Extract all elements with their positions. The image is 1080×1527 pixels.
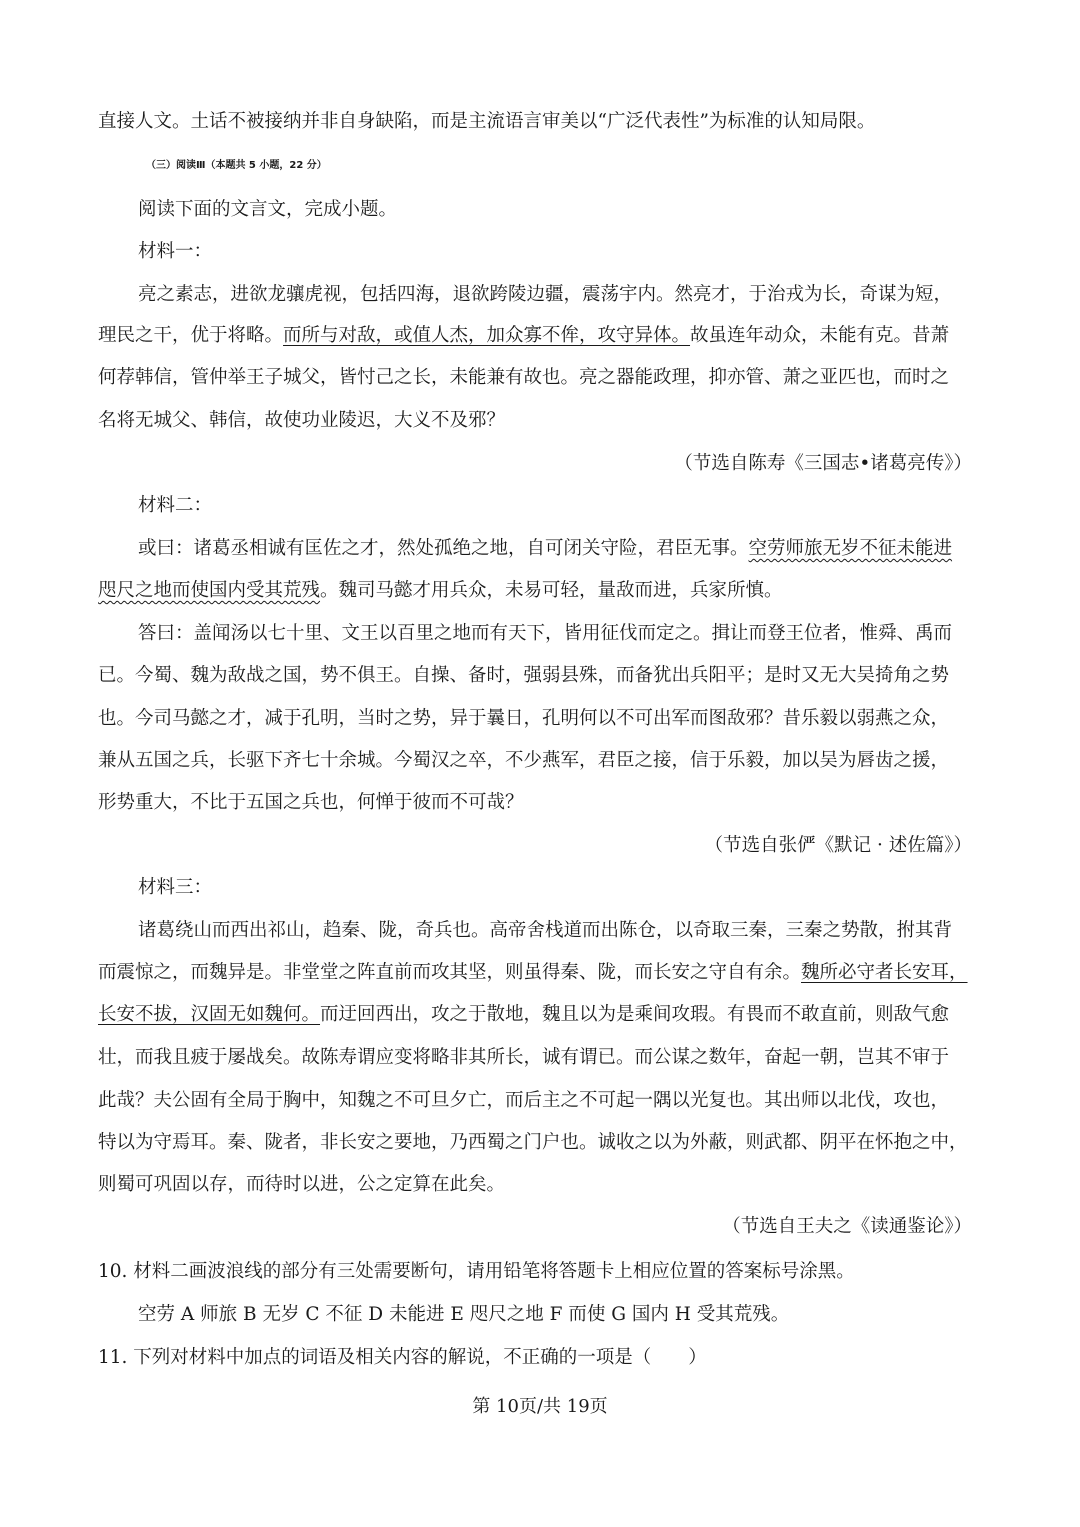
wavy-underlined-text: 空劳师旅无岁不征未能进 <box>748 538 953 559</box>
question-10-prompt: 10. 材料二画波浪线的部分有三处需要断句，请用铅笔将答题卡上相应位置的答案标号涂黑。 <box>98 1261 855 1282</box>
material3-line-2 <box>98 959 978 987</box>
material3-line-3 <box>98 1001 978 1029</box>
question-11-prompt: 11. 下列对材料中加点的词语及相关内容的解说，不正确的一项是（ ） <box>98 1347 707 1368</box>
instruction: 阅读下面的文言文，完成小题。 <box>138 199 398 220</box>
material2-line-7: 形势重大，不比于五国之兵也，何惮于彼而不可哉？ <box>98 792 524 813</box>
material2-line-6: 兼从五国之兵，长驱下齐七十余城。今蜀汉之卒，不少燕军，君臣之接，信于乐毅，加以吴为唇齿之援， <box>98 750 950 771</box>
material1-line-3: 何荐韩信，管仲举王子城父，皆忖己之长，未能兼有故也。亮之器能政理，抑亦管、萧之亚匹也，而时之 <box>98 367 950 388</box>
material3-line-1: 诸葛绕山而西出祁山，趋秦、陇，奇兵也。高帝舍栈道而出陈仓，以奇取三秦，三秦之势散，拊其背 <box>138 920 953 941</box>
underlined-sentence: 魏所必守者长安耳， <box>801 962 968 983</box>
material3-line-7: 则蜀可巩固以存，而待时以进，公之定算在此矣。 <box>98 1174 506 1195</box>
material2-line-5: 也。今司马懿之才，减于孔明，当时之势，异于曩日，孔明何以不可出军而图敌邪？昔乐毅以弱燕之众， <box>98 708 950 729</box>
wavy-underlined-text: 咫尺之地而使国内受其荒残 <box>98 580 321 601</box>
text-span: 或曰：诸葛丞相诚有匡佐之才，然处孤绝之地，自可闭关守险，君臣无事。 <box>138 538 749 559</box>
material2-line-2 <box>98 577 978 605</box>
material2-line-3: 答曰：盖闻汤以七十里、文王以百里之地而有天下，皆用征伐而定之。揖让而登王位者，惟舜、禹而 <box>138 623 953 644</box>
material3-label: 材料三： <box>138 877 213 898</box>
material3-line-4: 壮，而我且疲于屡战矣。故陈寿谓应变将略非其所长，诚有谓已。而公谋之数年，奋起一朝，岂其不审于 <box>98 1047 950 1068</box>
material1-source: （节选自陈寿《三国志•诸葛亮传》） <box>674 453 972 474</box>
material1-line-4: 名将无城父、韩信，故使功业陵迟，大义不及邪？ <box>98 410 506 431</box>
text-span: 理民之干，优于将略。 <box>98 325 284 346</box>
intro-line: 直接人文。土话不被接纳并非自身缺陷，而是主流语言审美以“广泛代表性”为标准的认知局限。 <box>98 111 876 132</box>
material1-label: 材料一： <box>138 241 213 262</box>
underlined-sentence: 长安不拔，汉固无如魏何。 <box>98 1004 321 1025</box>
text-span: 故虽连年动众，未能有克。昔萧 <box>690 325 950 346</box>
material1-line-1: 亮之素志，进欲龙骧虎视，包括四海，退欲跨陵边疆，震荡宇内。然亮才，于治戎为长，奇谋为短， <box>138 284 953 305</box>
section-heading: （三）阅读Ⅲ（本题共 5 小题，22 分） <box>146 160 327 171</box>
material2-line-4: 已。今蜀、魏为敌战之国，势不俱王。自操、备时，强弱县殊，而备犹出兵阳平；是时又无大吴掎角之势 <box>98 665 950 686</box>
question-10-options: 空劳 A 师旅 B 无岁 C 不征 D 未能进 E 咫尺之地 F 而使 G 国内 H 受其荒残。 <box>138 1304 790 1325</box>
material3-source: （节选自王夫之《读通鉴论》） <box>722 1216 972 1237</box>
material2-line-1 <box>138 535 978 563</box>
material3-line-6: 特以为守焉耳。秦、陇者，非长安之要地，乃西蜀之门户也。诚收之以为外蔽，则武都、阴平在怀抱之中， <box>98 1132 968 1153</box>
page-footer: 第 10页/共 19页 <box>472 1396 608 1417</box>
text-span: 。魏司马懿才用兵众，未易可轻，量敌而进，兵家所慎。 <box>320 580 783 601</box>
material3-line-5: 此哉？夫公固有全局于胸中，知魏之不可旦夕亡，而后主之不可起一隅以光复也。其出师以北伐，攻也， <box>98 1090 950 1111</box>
material2-label: 材料二： <box>138 495 213 516</box>
underlined-sentence: 而所与对敌，或值人杰，加众寡不侔，攻守异体。 <box>283 325 691 346</box>
text-span: 而震惊之，而魏异是。非堂堂之阵直前而攻其坚，则虽得秦、陇，而长安之守自有余。 <box>98 962 802 983</box>
material2-source: （节选自张俨《默记 · 述佐篇》） <box>704 835 972 856</box>
text-span: 而迂回西出，攻之于散地，魏且以为是乘间攻瑕。有畏而不敢直前，则敌气愈 <box>320 1004 950 1025</box>
material1-line-2 <box>98 322 978 350</box>
